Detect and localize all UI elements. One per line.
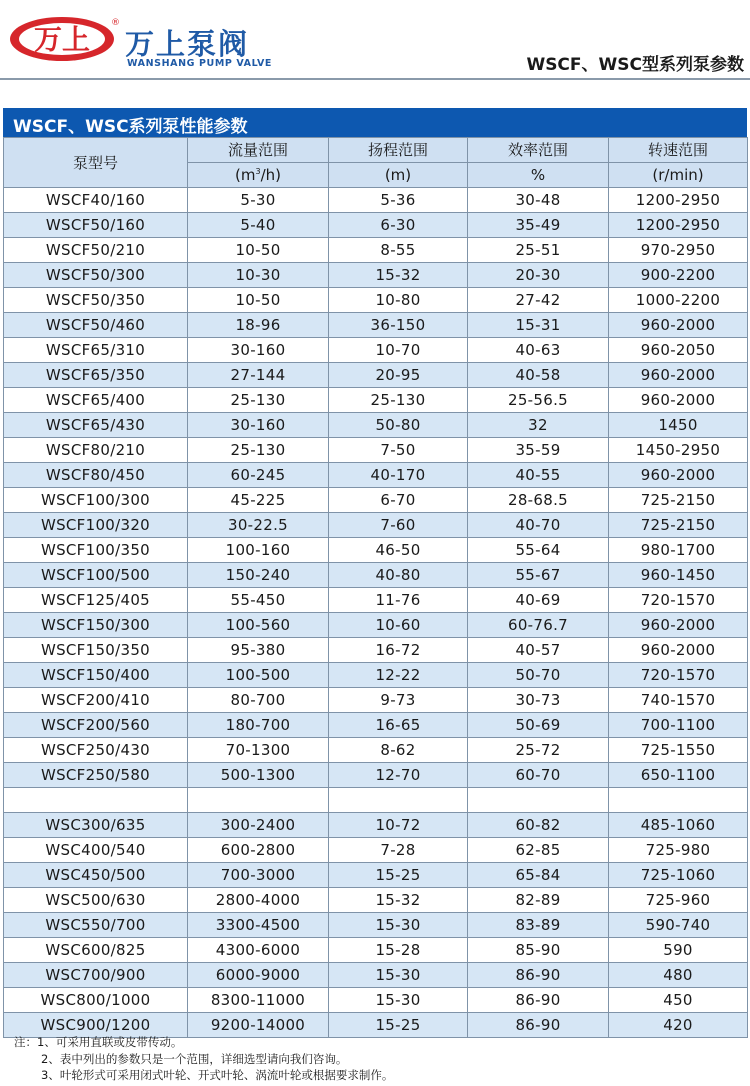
cell-model: WSC500/630	[4, 887, 188, 912]
cell-efficiency: 65-84	[468, 862, 609, 887]
cell-flow: 2800-4000	[188, 887, 329, 912]
header-model: 泵型号	[4, 138, 188, 188]
table-row	[4, 388, 748, 413]
table-row	[4, 313, 748, 338]
cell-efficiency: 32	[468, 413, 609, 438]
cell-speed: 700-1100	[609, 713, 748, 738]
cell-head	[329, 788, 468, 813]
unit-head: (m)	[329, 163, 468, 188]
cell-efficiency: 86-90	[468, 987, 609, 1012]
cell-model: WSCF65/350	[4, 363, 188, 388]
cell-speed: 980-1700	[609, 538, 748, 563]
cell-flow: 70-1300	[188, 738, 329, 763]
cell-efficiency: 86-90	[468, 962, 609, 987]
cell-head: 15-32	[329, 887, 468, 912]
cell-head: 10-80	[329, 288, 468, 313]
performance-table	[3, 137, 748, 1038]
unit-efficiency: %	[468, 163, 609, 188]
cell-speed: 485-1060	[609, 812, 748, 837]
cell-efficiency: 20-30	[468, 263, 609, 288]
table-row	[4, 288, 748, 313]
cell-flow: 45-225	[188, 488, 329, 513]
cell-efficiency: 50-70	[468, 663, 609, 688]
cell-speed: 450	[609, 987, 748, 1012]
cell-speed: 725-1550	[609, 738, 748, 763]
cell-efficiency: 60-82	[468, 812, 609, 837]
cell-flow: 5-30	[188, 188, 329, 213]
cell-efficiency: 40-70	[468, 513, 609, 538]
cell-flow: 5-40	[188, 213, 329, 238]
cell-flow: 10-30	[188, 263, 329, 288]
company-logo-icon	[7, 13, 119, 63]
cell-speed: 720-1570	[609, 663, 748, 688]
cell-head: 46-50	[329, 538, 468, 563]
cell-flow: 55-450	[188, 588, 329, 613]
cell-head: 6-30	[329, 213, 468, 238]
cell-efficiency: 25-51	[468, 238, 609, 263]
table-row	[4, 812, 748, 837]
table-row	[4, 912, 748, 937]
page-title: WSCF、WSC型系列泵参数	[526, 55, 744, 75]
cell-flow: 18-96	[188, 313, 329, 338]
note-item: 3、叶轮形式可采用闭式叶轮、开式叶轮、涡流叶轮或根据要求制作。	[41, 1068, 394, 1082]
cell-flow: 25-130	[188, 388, 329, 413]
table-row	[4, 763, 748, 788]
page-header	[0, 0, 750, 80]
table-row	[4, 263, 748, 288]
cell-flow: 4300-6000	[188, 937, 329, 962]
cell-head: 40-170	[329, 463, 468, 488]
cell-flow: 100-560	[188, 613, 329, 638]
cell-flow: 27-144	[188, 363, 329, 388]
cell-model: WSCF50/160	[4, 213, 188, 238]
cell-efficiency: 40-69	[468, 588, 609, 613]
table-row	[4, 713, 748, 738]
cell-model: WSCF150/350	[4, 638, 188, 663]
table-row	[4, 638, 748, 663]
table-row	[4, 413, 748, 438]
cell-flow: 60-245	[188, 463, 329, 488]
cell-model: WSCF65/310	[4, 338, 188, 363]
cell-flow: 30-160	[188, 413, 329, 438]
note-item: 2、表中列出的参数只是一个范围，详细选型请向我们咨询。	[41, 1051, 348, 1066]
cell-model: WSCF250/580	[4, 763, 188, 788]
cell-head: 16-72	[329, 638, 468, 663]
table-row	[4, 862, 748, 887]
cell-speed: 650-1100	[609, 763, 748, 788]
cell-speed: 960-2000	[609, 388, 748, 413]
cell-head: 5-36	[329, 188, 468, 213]
cell-model: WSC400/540	[4, 837, 188, 862]
note-item: 注：1、可采用直联或皮带传动。	[14, 1035, 183, 1049]
cell-speed: 1450	[609, 413, 748, 438]
cell-head: 7-28	[329, 837, 468, 862]
cell-efficiency: 35-59	[468, 438, 609, 463]
cell-head: 10-60	[329, 613, 468, 638]
cell-flow: 25-130	[188, 438, 329, 463]
table-header-row	[4, 138, 748, 163]
table-row	[4, 837, 748, 862]
cell-head: 11-76	[329, 588, 468, 613]
cell-speed	[609, 788, 748, 813]
cell-model: WSCF65/400	[4, 388, 188, 413]
table-row	[4, 738, 748, 763]
cell-efficiency: 40-63	[468, 338, 609, 363]
cell-efficiency: 62-85	[468, 837, 609, 862]
cell-speed: 480	[609, 962, 748, 987]
cell-flow	[188, 788, 329, 813]
table-row	[4, 438, 748, 463]
cell-efficiency: 25-72	[468, 738, 609, 763]
cell-model: WSCF125/405	[4, 588, 188, 613]
cell-efficiency: 35-49	[468, 213, 609, 238]
registered-mark: ®	[111, 18, 120, 28]
cell-model: WSCF50/210	[4, 238, 188, 263]
cell-efficiency: 40-55	[468, 463, 609, 488]
table-row	[4, 238, 748, 263]
cell-speed: 960-1450	[609, 563, 748, 588]
unit-flow	[188, 163, 329, 188]
cell-head: 12-70	[329, 763, 468, 788]
cell-flow: 150-240	[188, 563, 329, 588]
table-row	[4, 188, 748, 213]
table-row	[4, 538, 748, 563]
cell-efficiency: 83-89	[468, 912, 609, 937]
cell-head: 20-95	[329, 363, 468, 388]
cell-head: 8-62	[329, 738, 468, 763]
cell-head: 7-50	[329, 438, 468, 463]
cell-head: 36-150	[329, 313, 468, 338]
cell-flow: 30-160	[188, 338, 329, 363]
cell-flow: 600-2800	[188, 837, 329, 862]
cell-efficiency	[468, 788, 609, 813]
table-row	[4, 363, 748, 388]
header-speed: 转速范围	[609, 138, 748, 163]
cell-speed: 590	[609, 937, 748, 962]
cell-speed: 960-2000	[609, 463, 748, 488]
cell-model: WSCF50/460	[4, 313, 188, 338]
cell-speed: 1200-2950	[609, 213, 748, 238]
cell-speed: 970-2950	[609, 238, 748, 263]
cell-speed: 420	[609, 1012, 748, 1037]
logo-text: 万上	[33, 23, 91, 56]
header-divider	[0, 78, 750, 80]
cell-head: 15-25	[329, 1012, 468, 1037]
cell-efficiency: 86-90	[468, 1012, 609, 1037]
cell-head: 15-28	[329, 937, 468, 962]
section-title: WSCF、WSC系列泵性能参数	[13, 117, 248, 137]
cell-efficiency: 50-69	[468, 713, 609, 738]
cell-speed: 960-2000	[609, 613, 748, 638]
cell-model: WSC900/1200	[4, 1012, 188, 1037]
cell-efficiency: 55-64	[468, 538, 609, 563]
cell-efficiency: 40-58	[468, 363, 609, 388]
cell-head: 15-32	[329, 263, 468, 288]
cell-head: 15-30	[329, 987, 468, 1012]
cell-efficiency: 15-31	[468, 313, 609, 338]
cell-flow: 8300-11000	[188, 987, 329, 1012]
cell-model: WSCF50/350	[4, 288, 188, 313]
cell-model: WSCF100/350	[4, 538, 188, 563]
cell-efficiency: 60-70	[468, 763, 609, 788]
table-row	[4, 688, 748, 713]
brand-name-cn: 万上泵阀	[125, 27, 250, 61]
cell-flow: 10-50	[188, 238, 329, 263]
cell-head: 16-65	[329, 713, 468, 738]
cell-model: WSC700/900	[4, 962, 188, 987]
cell-speed: 590-740	[609, 912, 748, 937]
cell-head: 15-25	[329, 862, 468, 887]
cell-flow: 100-160	[188, 538, 329, 563]
cell-speed: 1000-2200	[609, 288, 748, 313]
table-row	[4, 563, 748, 588]
header-efficiency: 效率范围	[468, 138, 609, 163]
cell-speed: 960-2000	[609, 638, 748, 663]
table-row	[4, 663, 748, 688]
cell-flow: 700-3000	[188, 862, 329, 887]
cell-speed: 1450-2950	[609, 438, 748, 463]
cell-model: WSCF150/300	[4, 613, 188, 638]
cell-head: 10-72	[329, 812, 468, 837]
cell-efficiency: 28-68.5	[468, 488, 609, 513]
table-row	[4, 513, 748, 538]
cell-model: WSCF40/160	[4, 188, 188, 213]
notes	[14, 1034, 393, 1084]
cell-speed: 725-2150	[609, 513, 748, 538]
cell-flow: 80-700	[188, 688, 329, 713]
table-row	[4, 937, 748, 962]
table-row	[4, 788, 748, 813]
cell-model: WSC600/825	[4, 937, 188, 962]
cell-speed: 725-1060	[609, 862, 748, 887]
unit-flow-prefix: (m	[235, 166, 256, 184]
cell-flow: 300-2400	[188, 812, 329, 837]
cell-head: 7-60	[329, 513, 468, 538]
cell-model: WSCF200/560	[4, 713, 188, 738]
unit-flow-sup: 3	[255, 167, 261, 176]
cell-efficiency: 25-56.5	[468, 388, 609, 413]
section-title-bar	[3, 108, 747, 137]
table-body	[4, 188, 748, 1038]
cell-model: WSC300/635	[4, 812, 188, 837]
cell-efficiency: 40-57	[468, 638, 609, 663]
cell-speed: 960-2000	[609, 363, 748, 388]
cell-model: WSCF50/300	[4, 263, 188, 288]
table-row	[4, 962, 748, 987]
cell-efficiency: 60-76.7	[468, 613, 609, 638]
cell-speed: 1200-2950	[609, 188, 748, 213]
cell-flow: 3300-4500	[188, 912, 329, 937]
cell-flow: 6000-9000	[188, 962, 329, 987]
table-row	[4, 887, 748, 912]
cell-efficiency: 85-90	[468, 937, 609, 962]
cell-head: 8-55	[329, 238, 468, 263]
cell-speed: 960-2050	[609, 338, 748, 363]
cell-head: 15-30	[329, 912, 468, 937]
cell-head: 9-73	[329, 688, 468, 713]
cell-head: 40-80	[329, 563, 468, 588]
table-row	[4, 613, 748, 638]
cell-model: WSCF100/500	[4, 563, 188, 588]
unit-flow-suffix: /h)	[260, 166, 281, 184]
cell-efficiency: 55-67	[468, 563, 609, 588]
cell-model: WSCF100/320	[4, 513, 188, 538]
cell-head: 25-130	[329, 388, 468, 413]
cell-speed: 725-960	[609, 887, 748, 912]
cell-model: WSCF200/410	[4, 688, 188, 713]
cell-efficiency: 30-73	[468, 688, 609, 713]
header-head: 扬程范围	[329, 138, 468, 163]
cell-model: WSCF65/430	[4, 413, 188, 438]
cell-speed: 725-980	[609, 837, 748, 862]
cell-model: WSC800/1000	[4, 987, 188, 1012]
cell-flow: 95-380	[188, 638, 329, 663]
cell-model: WSCF150/400	[4, 663, 188, 688]
cell-speed: 725-2150	[609, 488, 748, 513]
cell-efficiency: 27-42	[468, 288, 609, 313]
cell-head: 50-80	[329, 413, 468, 438]
table-row	[4, 463, 748, 488]
cell-flow: 100-500	[188, 663, 329, 688]
unit-speed: (r/min)	[609, 163, 748, 188]
cell-model: WSCF100/300	[4, 488, 188, 513]
cell-speed: 720-1570	[609, 588, 748, 613]
cell-flow: 9200-14000	[188, 1012, 329, 1037]
cell-flow: 10-50	[188, 288, 329, 313]
cell-head: 15-30	[329, 962, 468, 987]
cell-model: WSCF80/210	[4, 438, 188, 463]
table-row	[4, 338, 748, 363]
cell-speed: 900-2200	[609, 263, 748, 288]
cell-flow: 500-1300	[188, 763, 329, 788]
cell-model: WSC550/700	[4, 912, 188, 937]
cell-head: 10-70	[329, 338, 468, 363]
table-row	[4, 488, 748, 513]
cell-model	[4, 788, 188, 813]
brand-name-en: WANSHANG PUMP VALVE	[127, 58, 273, 69]
table-row	[4, 987, 748, 1012]
header-flow: 流量范围	[188, 138, 329, 163]
cell-model: WSCF80/450	[4, 463, 188, 488]
cell-head: 6-70	[329, 488, 468, 513]
performance-table-container	[3, 137, 747, 1038]
cell-flow: 180-700	[188, 713, 329, 738]
cell-speed: 960-2000	[609, 313, 748, 338]
cell-flow: 30-22.5	[188, 513, 329, 538]
table-row	[4, 213, 748, 238]
cell-model: WSCF250/430	[4, 738, 188, 763]
cell-efficiency: 30-48	[468, 188, 609, 213]
cell-efficiency: 82-89	[468, 887, 609, 912]
cell-speed: 740-1570	[609, 688, 748, 713]
cell-head: 12-22	[329, 663, 468, 688]
table-row	[4, 588, 748, 613]
cell-model: WSC450/500	[4, 862, 188, 887]
